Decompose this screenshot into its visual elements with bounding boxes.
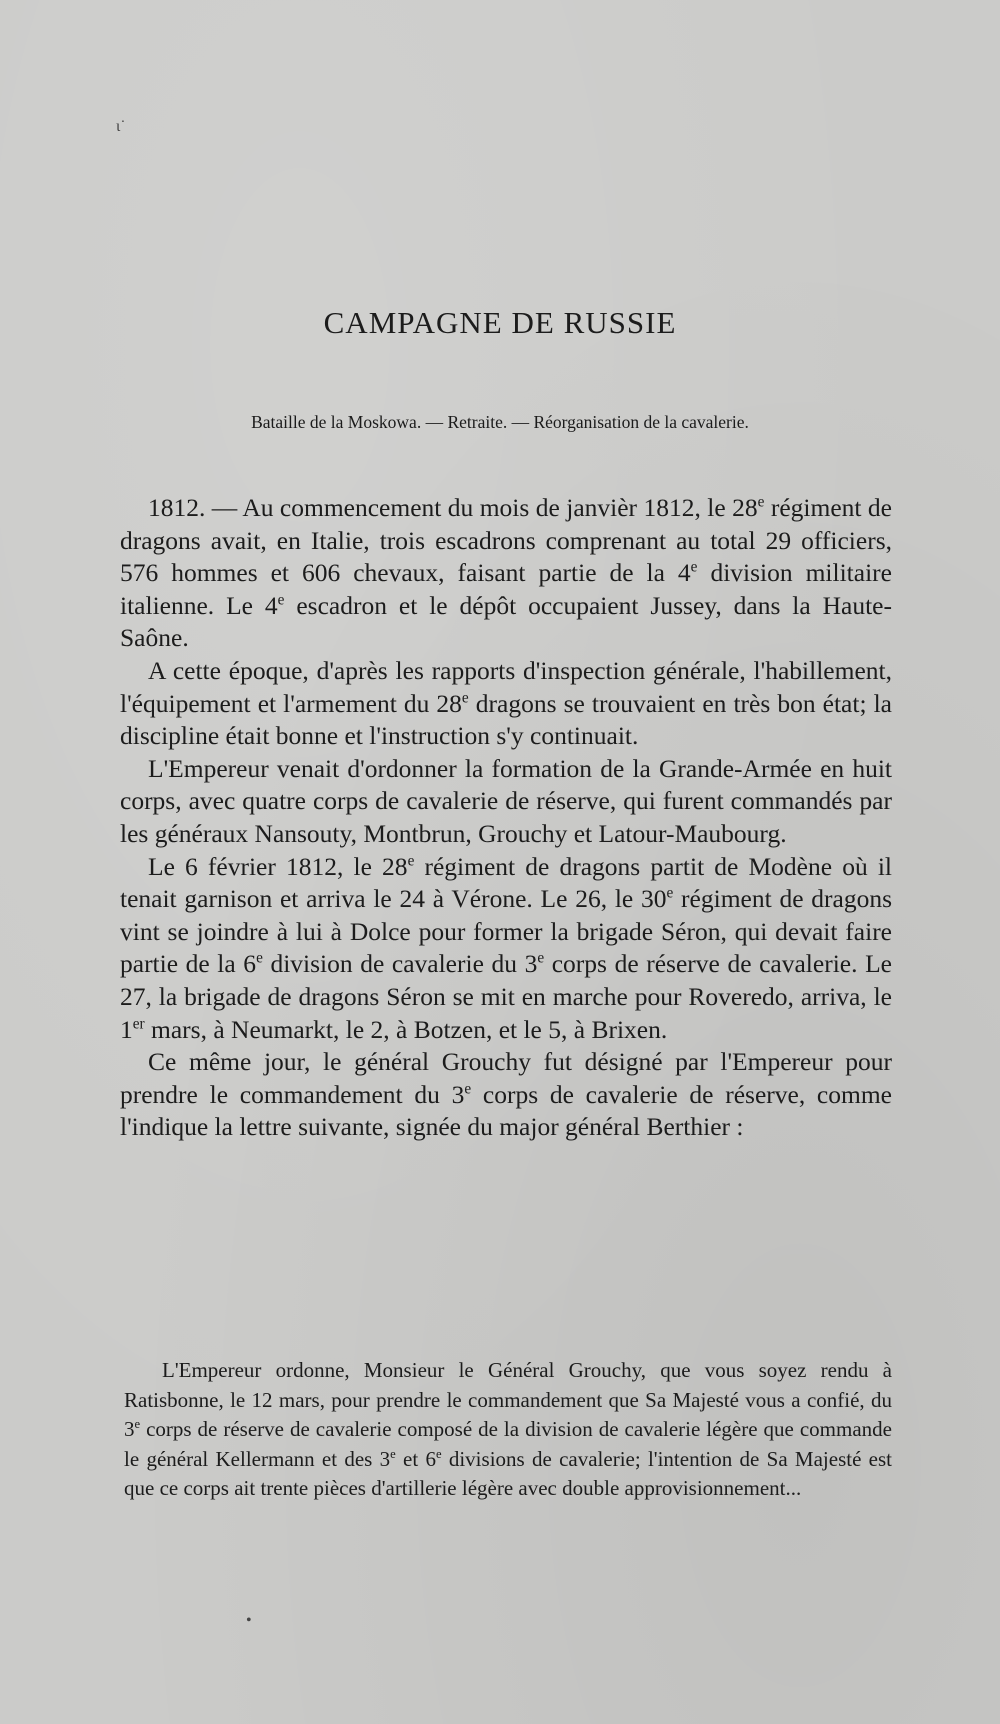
ink-speck: • (246, 1612, 252, 1629)
quote-paragraph: L'Empereur ordonne, Monsieur le Général Grouchy, que vous soyez rendu à Ratisbonne, le 12 mars, pour prendre le commandement que Sa Majesté vous a confié, du 3e corps de réserve de cavalerie composé de la division de cavalerie légère que commande le général Kellermann et des 3e et 6e divisions de cavalerie; l'intention de Sa Majesté est que ce corps ait trente pièces d'artillerie légère avec double approvisionnement... (124, 1358, 893, 1500)
quoted-letter (124, 1356, 892, 1504)
body-text (120, 492, 892, 1144)
paragraph: 1812. — Au commencement du mois de janvièr 1812, le 28e régiment de dragons avait, en Italie, trois escadrons comprenant au total 29 officiers, 576 hommes et 606 chevaux, faisant partie de la 4e division militaire italienne. Le 4e escadron et le dépôt occupaient Jussey, dans la Haute-Saône. (120, 493, 892, 653)
paragraph: L'Empereur venait d'ordonner la formation de la Grande-Armée en huit corps, avec quatre corps de cavalerie de réserve, qui furent commandés par les généraux Nansouty, Montbrun, Grouchy et Latour-Maubourg. (120, 753, 892, 848)
paragraph: A cette époque, d'après les rapports d'inspection générale, l'habillement, l'équipement et l'armement du 28e dragons se trouvaient en très bon état; la discipline était bonne et l'instruction s'y continuait. (120, 655, 892, 751)
chapter-subtitle: Bataille de la Moskowa. — Retraite. — Réorganisation de la cavalerie. (251, 412, 749, 432)
paragraph: Ce même jour, le général Grouchy fut désigné par l'Empereur pour prendre le commandement du 3e corps de cavalerie de réserve, comme l'indique la lettre suivante, signée du major général Berthier : (120, 1047, 892, 1142)
paragraph: Le 6 février 1812, le 28e régiment de dragons partit de Modène où il tenait garnison et arriva le 24 à Vérone. Le 26, le 30e régiment de dragons vint se joindre à lui à Dolce pour former la brigade Séron, qui devait faire partie de la 6e division de cavalerie du 3e corps de réserve de cavalerie. Le 27, la brigade de dragons Séron se mit en marche pour Roveredo, arriva, le 1er mars, à Neumarkt, le 2, à Botzen, et le 5, à Brixen. (120, 851, 893, 1044)
ink-speck: ɩ˙ (116, 118, 126, 135)
chapter-title: CAMPAGNE DE RUSSIE (323, 305, 677, 340)
